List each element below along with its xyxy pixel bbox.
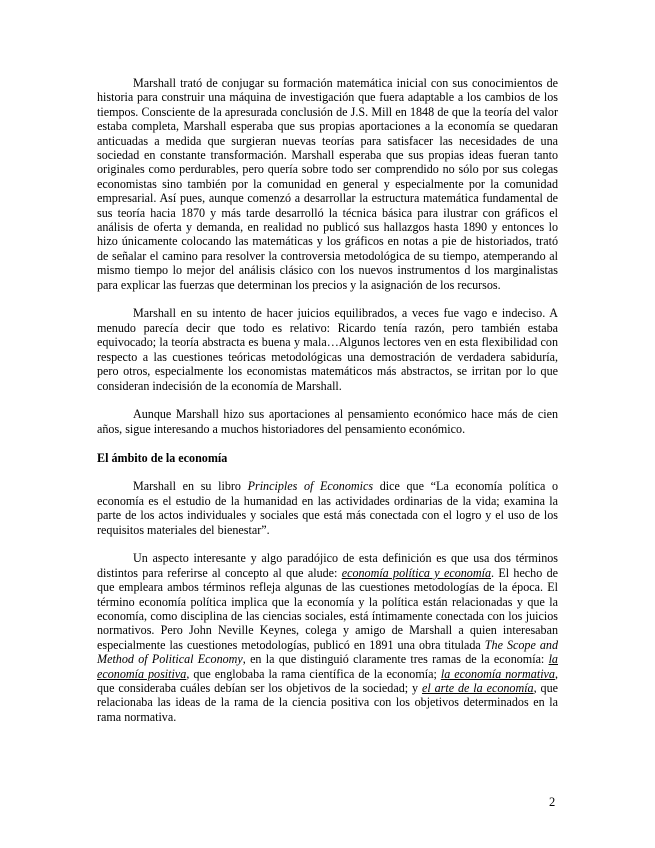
branch-normative-italic: la economía normativa: [440, 666, 555, 681]
emphasis-terms: [342, 566, 491, 580]
section-heading: El ámbito de la economía: [97, 450, 228, 465]
branch-normative: [441, 667, 555, 681]
emphasis-terms-italic: economía política y economía: [341, 565, 491, 580]
branch-art: [422, 681, 534, 695]
text-run: Marshall en su libro: [133, 479, 248, 494]
text-run: , que englobaba la rama científica de la economía;: [186, 666, 441, 681]
book-title-principles: Principles of Economics: [247, 479, 374, 494]
book-title-scope-method: The Scope and Method of Political Economy: [97, 637, 558, 667]
text-run: . El hecho de que empleara ambos términos refleja algunas de las cuestiones metodologías de la época. El término economía política implica que la economía y la política están relacionadas y que la economía, como disciplina de las ciencias sociales, está íntimamente conectada con los juicios normativos. Pero John Neville Keynes, colega y amigo de Marshall a quien interesaban especialmente las cuestiones metodologías, publicó en 1891 una obra titulada: [97, 565, 558, 652]
page-number: 2: [549, 795, 556, 809]
paragraph-marshall-method: Marshall trató de conjugar su formación matemática inicial con sus conocimientos de historia para construir una máquina de investigación que fuera adaptable a los cambios de los tiempos. Consciente de la apresurada conclusión de J.S. Mill en 1848 de que la teoría del valor estaba completa, Marshall esperaba que sus propias aportaciones a la economía se quedaran anticuadas a medida que surgieran nuevas teorías para satisfacer las necesidades de una sociedad en constante transformación. Marshall esperaba que sus propias ideas fueran tanto originales como perdurables, pero quería sobre todo ser comprendido no sólo por sus colegas economistas sino también por la comunidad en general y especialmente por la comunidad empresarial. Así pues, aunque comenzó a desarrollar la estructura matemática fundamental de sus teoría hacia 1870 y más tarde desarrolló la técnica básica para ilustrar con gráficos el análisis de oferta y demanda, en realidad no publicó sus hallazgos hasta 1890 y entonces lo hizo únicamente colocando las matemáticas y los gráficos en notas a pie de historiados, trató de señalar el camino para resolver la controversia metodológica de su tiempo, atemperando al mismo tiempo lo mejor del análisis clásico con los nuevos instrumentos d los marginalistas para explicar las fuerzas que determinan los precios y la asignación de los recursos.: [97, 76, 558, 292]
branch-positive-italic: la economía positiva: [97, 652, 558, 681]
paragraph-keynes-branches: [97, 551, 558, 724]
text-run: , que consideraba cuáles debían ser los objetivos de la sociedad; y: [97, 666, 559, 695]
text-run: Un aspecto interesante y algo paradójico de esta definición es que usa dos términos distintos para referirse al concepto al que alude:: [97, 551, 558, 580]
paragraph-marshall-legacy: Aunque Marshall hizo sus aportaciones al pensamiento económico hace más de cien años, sigue interesando a muchos historiadores del pensamiento económico.: [97, 407, 558, 436]
branch-art-italic: el arte de la economía: [421, 680, 534, 695]
paragraph-marshall-judgement: Marshall en su intento de hacer juicios equilibrados, a veces fue vago e indeciso. A menudo parecía decir que todo es relativo: Ricardo tenía razón, pero también estaba equivocado; la teoría abstracta es buena y mala…Algunos lectores ven en esta flexibilidad con respecto a las cuestiones teóricas metodológicas una demostración de verdadera sabiduría, pero otros, especialmente los economistas matemáticos más abstractos, se irritan por lo que consideran indecisión de la economía de Marshall.: [97, 306, 558, 393]
text-run: , que relacionaba las ideas de la rama de la ciencia positiva con los objetivos determinados en la rama normativa.: [97, 680, 558, 724]
document-page: [97, 76, 558, 739]
text-run: dice que “La economía política o economía es el estudio de la humanidad en las actividades ordinarias de la vida; examina la parte de los actos individuales y sociales que está más conectada con el logro y el uso de los requisitos materiales del bienestar”.: [97, 479, 559, 537]
paragraph-principles-definition: [97, 479, 558, 537]
text-run: , en la que distinguió claramente tres ramas de la economía:: [242, 652, 549, 667]
